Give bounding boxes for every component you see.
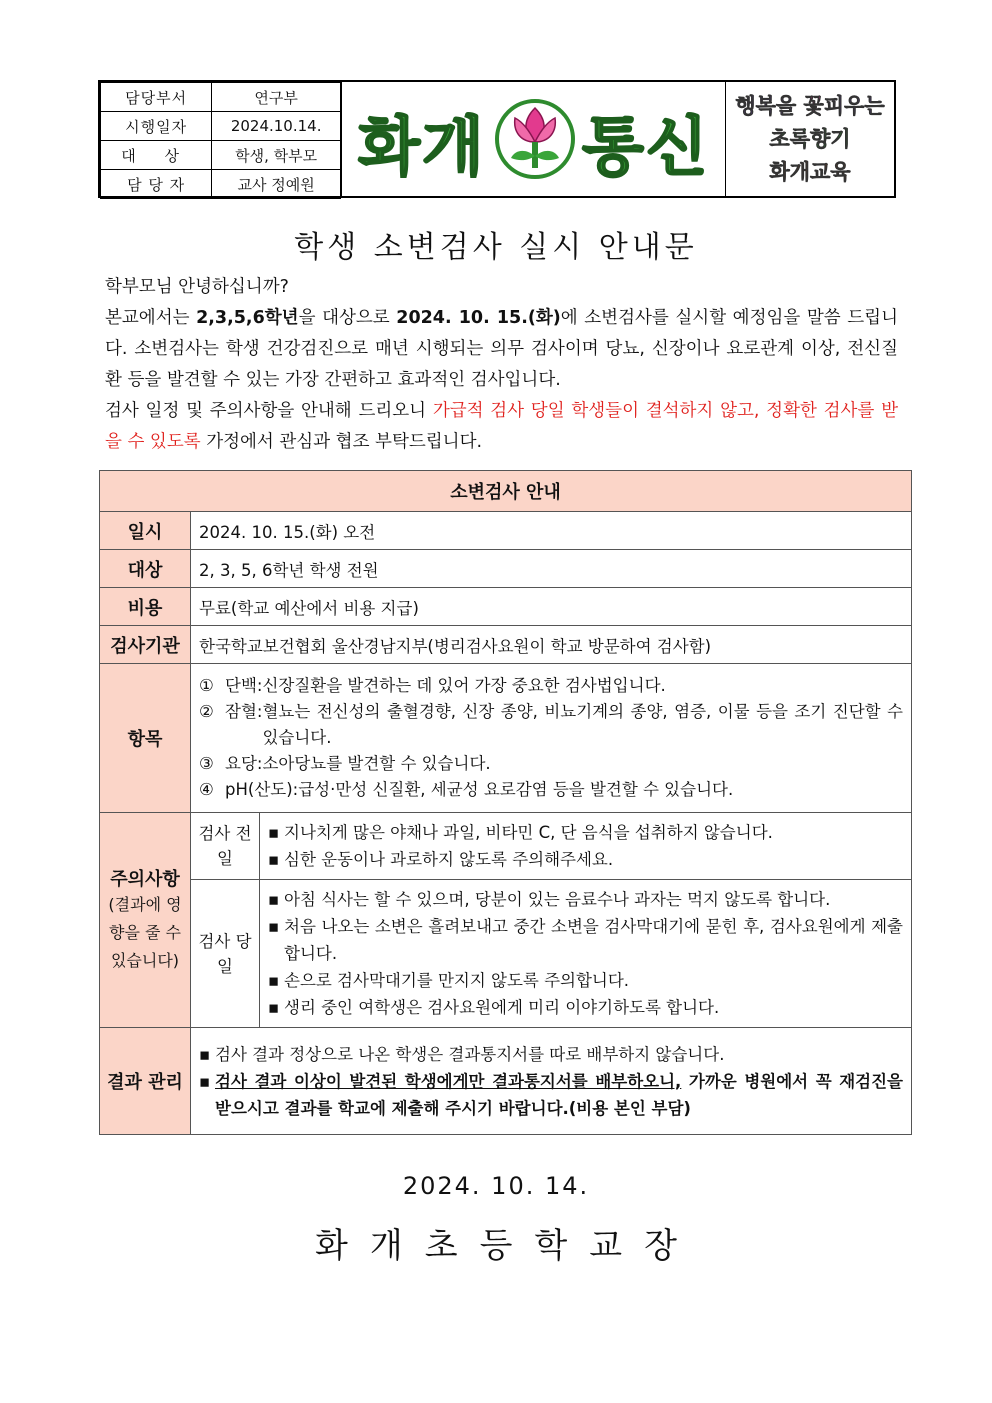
intro-paragraph-2 [93, 303, 898, 396]
item-label: pH(산도): [225, 780, 299, 799]
org-value: 한국학교보건협회 울산경남지부(병리검사요원이 학교 방문하여 검사함) [191, 626, 912, 664]
bullet-icon: ▪ [268, 890, 280, 909]
item-number: ④ [199, 780, 214, 799]
list-item [268, 886, 903, 913]
cost-value: 무료(학교 예산에서 비용 지급) [191, 588, 912, 626]
list-item [268, 967, 903, 994]
intro-p2-a: 본교에서는 [105, 308, 197, 328]
result-text-1: 검사 결과 정상으로 나온 학생은 결과통지서를 따로 배부하지 않습니다. [215, 1044, 725, 1064]
items-cell [191, 664, 912, 813]
item-row [199, 673, 903, 699]
item-label: 단백: [225, 676, 263, 695]
result-list [191, 1028, 912, 1135]
caution-note: (결과에 영향을 줄 수 있습니다) [108, 895, 182, 970]
result-label: 결과 관리 [100, 1028, 191, 1135]
item-number: ② [199, 702, 214, 721]
list-item [268, 913, 903, 967]
slogan-line-1 [726, 90, 894, 123]
list-item-text: 처음 나오는 소변은 흘려보내고 중간 소변을 검사막대기에 묻힌 후, 검사요원에게 제출합니다. [284, 917, 903, 963]
intro-p2-e: 에 소변검사를 실시할 예정임을 말씀 드립니다. 소변검사는 학생 건강검진으로 매년 시행되는 의무 검사이며 당뇨, 신장이나 요로관계 이상, 전신질환 등을 발견할 수 있는 가장 간편하고 효과적인 검사입니다. [105, 308, 898, 390]
item-text: 급성·만성 신질환, 세균성 요로감염 등을 발견할 수 있습니다. [298, 780, 734, 799]
meta-key-staff: 담 당 자 [101, 170, 212, 199]
item-number: ③ [199, 754, 214, 773]
intro-p2-date: 2024. 10. 15.(화) [396, 308, 561, 328]
slogan-line-2: 초록향기 [769, 127, 851, 151]
result-text-2-underlined: 검사 결과 이상이 발견된 학생에게만 결과통지서를 배부하오니, [215, 1071, 682, 1091]
intro-text [93, 272, 898, 458]
intro-p2-grades: 2,3,5,6학년 [196, 308, 299, 328]
caution-label-cell [100, 813, 191, 1028]
meta-key-target: 대 상 [101, 141, 212, 170]
item-text: 신장질환을 발견하는 데 있어 가장 중요한 검사법입니다. [262, 676, 666, 695]
bullet-icon: ▪ [268, 917, 280, 936]
page-title: 학생 소변검사 실시 안내문 [294, 230, 698, 265]
meta-key-date: 시행일자 [101, 112, 212, 141]
slogan [726, 82, 894, 196]
principal-signature: 화개초등학교장 [315, 1226, 699, 1266]
list-item [268, 994, 903, 1021]
item-row [199, 699, 903, 751]
cost-label: 비용 [100, 588, 191, 626]
target-label: 대상 [100, 550, 191, 588]
caution-label: 주의사항 [110, 869, 180, 890]
meta-table [100, 82, 341, 199]
item-number: ① [199, 676, 214, 695]
exam-day-label: 검사 당일 [191, 880, 260, 1028]
meta-value-department: 연구부 [212, 83, 341, 112]
table-heading: 소변검사 안내 [100, 471, 912, 512]
item-text: 소아당뇨를 발견할 수 있습니다. [262, 754, 491, 773]
item-row [199, 777, 903, 803]
bullet-icon: ▪ [268, 850, 280, 869]
result-text-2-rest: 가까운 병원에서 꼭 재검진을 받으시고 결과를 학교에 제출해 주시기 바랍니다.(비용 본인 부담) [215, 1071, 903, 1118]
item-row [199, 751, 903, 777]
list-item [268, 846, 903, 873]
bullet-icon: ▪ [268, 971, 280, 990]
intro-p3-a: 검사 일정 및 주의사항을 안내해 드리오니 [105, 401, 433, 421]
meta-value-date: 2024.10.14. [212, 112, 341, 141]
bullet-icon: ▪ [199, 1044, 211, 1064]
list-item-text: 심한 운동이나 과로하지 않도록 주의해주세요. [284, 850, 614, 869]
slogan-line-1-b: 을 [775, 94, 804, 118]
notice-date: 2024. 10. 14. [402, 1172, 590, 1200]
intro-p2-c: 을 대상으로 [298, 308, 397, 328]
exam-day-list [260, 880, 912, 1028]
item-label: 요당: [225, 754, 263, 773]
bullet-icon: ▪ [199, 1071, 211, 1091]
target-value: 2, 3, 5, 6학년 학생 전원 [191, 550, 912, 588]
bullet-icon: ▪ [268, 998, 280, 1017]
intro-paragraph-3 [93, 396, 898, 458]
before-day-list [260, 813, 912, 880]
intro-p3-emphasis: 가급적 검사 당일 학생들이 결석하지 않고, 정확한 검사를 받을 수 있도록 [105, 401, 898, 452]
banner-title-left: 화개 [358, 111, 486, 185]
meta-key-department: 담당부서 [101, 83, 212, 112]
bullet-icon: ▪ [268, 823, 280, 842]
result-text-2 [215, 1068, 903, 1122]
org-label: 검사기관 [100, 626, 191, 664]
list-item-text: 지나치게 많은 야채나 과일, 비타민 C, 단 음식을 섭취하지 않습니다. [284, 823, 773, 842]
slogan-line-3: 화개교육 [769, 160, 851, 184]
meta-value-target: 학생, 학부모 [212, 141, 341, 170]
meta-value-staff: 교사 정예원 [212, 170, 341, 199]
newsletter-banner [341, 82, 726, 196]
date-value: 2024. 10. 15.(화) 오전 [191, 512, 912, 550]
intro-p3-c: 가정에서 관심과 협조 부탁드립니다. [200, 432, 483, 452]
before-day-label: 검사 전일 [191, 813, 260, 880]
slogan-line-1-d: 피우는 [823, 94, 885, 118]
list-item [199, 1041, 903, 1068]
item-label: 잠혈: [225, 702, 263, 721]
list-item-text: 손으로 검사막대기를 만지지 않도록 주의합니다. [284, 971, 630, 990]
slogan-line-1-a: 행복 [735, 94, 776, 118]
banner-title-right: 통신 [582, 111, 710, 185]
item-text: 혈뇨는 전신성의 출혈경향, 신장 종양, 비뇨기계의 종양, 염증, 이물 등을 조기 진단할 수 있습니다. [262, 702, 903, 747]
greeting: 학부모님 안녕하십니까? [105, 277, 289, 297]
list-item [268, 819, 903, 846]
school-flower-logo-icon [495, 96, 575, 182]
newsletter-header [98, 80, 896, 198]
exam-info-table [99, 470, 912, 1135]
slogan-line-1-c: 꽃 [803, 94, 824, 118]
list-item-text: 생리 중인 여학생은 검사요원에게 미리 이야기하도록 합니다. [284, 998, 720, 1017]
date-label: 일시 [100, 512, 191, 550]
items-label: 항목 [100, 664, 191, 813]
list-item-text: 아침 식사는 할 수 있으며, 당분이 있는 음료수나 과자는 먹지 않도록 합니다. [284, 890, 831, 909]
list-item [199, 1068, 903, 1122]
